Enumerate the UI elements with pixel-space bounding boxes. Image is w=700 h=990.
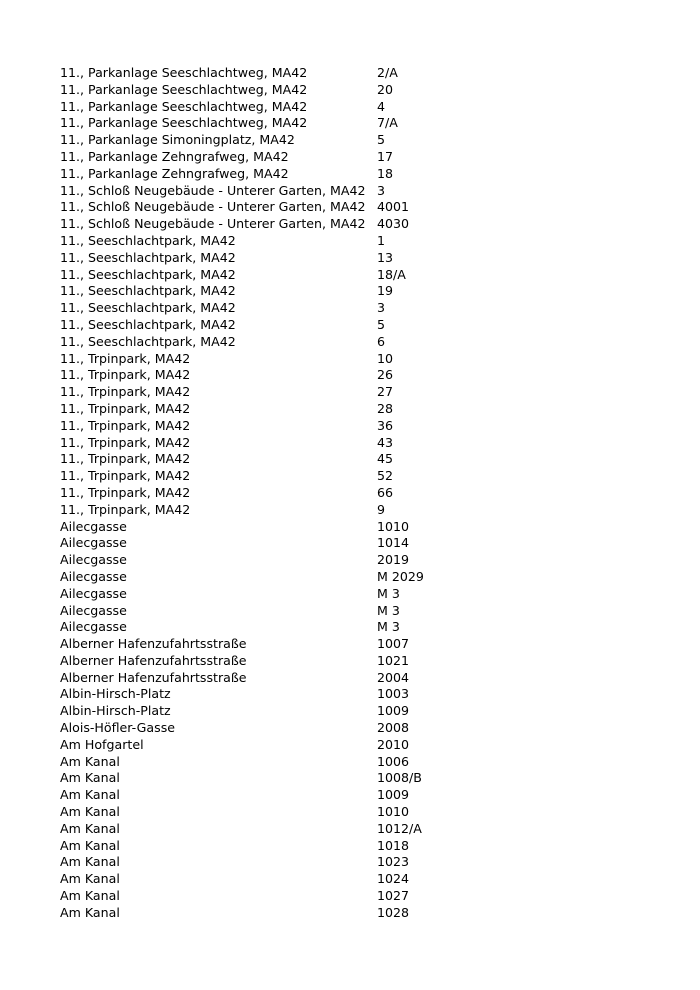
street-name: Ailecgasse (60, 568, 127, 584)
list-row (60, 552, 660, 569)
list-row (60, 199, 660, 216)
list-row (60, 183, 660, 200)
house-number: 1027 (377, 888, 410, 904)
list-row (60, 636, 660, 653)
house-number: 2019 (377, 552, 410, 568)
list-row (60, 770, 660, 787)
list-row (60, 821, 660, 838)
list-row (60, 367, 660, 384)
list-row (60, 82, 660, 99)
street-name: 11., Seeschlachtpark, MA42 (60, 232, 236, 248)
house-number: 19 (377, 283, 394, 299)
house-number: 2008 (377, 720, 410, 736)
street-name: 11., Seeschlachtpark, MA42 (60, 300, 236, 316)
list-row (60, 502, 660, 519)
street-name: 11., Parkanlage Seeschlachtweg, MA42 (60, 81, 308, 97)
street-name: 11., Schloß Neugebäude - Unterer Garten, MA42 (60, 199, 366, 215)
house-number: 1023 (377, 854, 410, 870)
street-name: Am Kanal (60, 804, 120, 820)
house-number: 4030 (377, 216, 410, 232)
house-number: 1010 (377, 804, 410, 820)
list-row (60, 754, 660, 771)
list-row (60, 485, 660, 502)
house-number: 1007 (377, 636, 410, 652)
house-number: 9 (377, 501, 386, 517)
list-row (60, 569, 660, 586)
list-row (60, 804, 660, 821)
street-name: 11., Schloß Neugebäude - Unterer Garten, MA42 (60, 182, 366, 198)
street-name: Am Kanal (60, 904, 120, 920)
house-number: 1003 (377, 686, 410, 702)
list-row (60, 283, 660, 300)
list-row (60, 65, 660, 82)
house-number: 1018 (377, 837, 410, 853)
house-number: 6 (377, 333, 386, 349)
list-row (60, 166, 660, 183)
list-row (60, 787, 660, 804)
house-number: 43 (377, 434, 394, 450)
house-number: 1006 (377, 753, 410, 769)
address-list (60, 65, 660, 922)
street-name: Am Kanal (60, 820, 120, 836)
street-name: 11., Trpinpark, MA42 (60, 384, 191, 400)
house-number: 1009 (377, 703, 410, 719)
house-number: 2/A (377, 65, 398, 80)
list-row (60, 888, 660, 905)
house-number: 27 (377, 384, 394, 400)
street-name: 11., Parkanlage Zehngrafweg, MA42 (60, 148, 289, 164)
list-row (60, 838, 660, 855)
list-row (60, 99, 660, 116)
house-number: 66 (377, 484, 394, 500)
street-name: 11., Parkanlage Seeschlachtweg, MA42 (60, 98, 308, 114)
house-number: 10 (377, 350, 394, 366)
street-name: Alberner Hafenzufahrtsstraße (60, 652, 247, 668)
street-name: Am Kanal (60, 888, 120, 904)
house-number: 26 (377, 367, 394, 383)
list-row (60, 451, 660, 468)
house-number: 1 (377, 232, 386, 248)
list-row (60, 686, 660, 703)
house-number: 2004 (377, 669, 410, 685)
list-row (60, 535, 660, 552)
list-row (60, 871, 660, 888)
list-row (60, 267, 660, 284)
street-name: Am Kanal (60, 871, 120, 887)
list-row (60, 854, 660, 871)
house-number: 5 (377, 316, 386, 332)
house-number: 3 (377, 182, 386, 198)
street-name: 11., Trpinpark, MA42 (60, 350, 191, 366)
house-number: 4 (377, 98, 386, 114)
house-number: 4001 (377, 199, 410, 215)
street-name: 11., Seeschlachtpark, MA42 (60, 283, 236, 299)
house-number: 20 (377, 81, 394, 97)
street-name: 11., Trpinpark, MA42 (60, 451, 191, 467)
list-row (60, 905, 660, 922)
street-name: 11., Schloß Neugebäude - Unterer Garten, MA42 (60, 216, 366, 232)
list-row (60, 216, 660, 233)
street-name: 11., Seeschlachtpark, MA42 (60, 249, 236, 265)
house-number: 28 (377, 400, 394, 416)
list-row (60, 250, 660, 267)
house-number: 1010 (377, 518, 410, 534)
house-number: M 3 (377, 619, 400, 635)
street-name: Am Kanal (60, 753, 120, 769)
street-name: 11., Seeschlachtpark, MA42 (60, 266, 236, 282)
house-number: 2010 (377, 736, 410, 752)
street-name: 11., Trpinpark, MA42 (60, 400, 191, 416)
street-name: Am Kanal (60, 770, 120, 786)
street-name: 11., Trpinpark, MA42 (60, 501, 191, 517)
street-name: 11., Seeschlachtpark, MA42 (60, 333, 236, 349)
list-row (60, 300, 660, 317)
list-row (60, 149, 660, 166)
list-row (60, 401, 660, 418)
street-name: Ailecgasse (60, 585, 127, 601)
house-number: M 3 (377, 585, 400, 601)
list-row (60, 115, 660, 132)
house-number: 1014 (377, 535, 410, 551)
house-number: 36 (377, 417, 394, 433)
street-name: 11., Parkanlage Seeschlachtweg, MA42 (60, 65, 308, 80)
street-name: Am Kanal (60, 787, 120, 803)
street-name: Alberner Hafenzufahrtsstraße (60, 669, 247, 685)
street-name: Ailecgasse (60, 602, 127, 618)
street-name: Ailecgasse (60, 552, 127, 568)
street-name: 11., Trpinpark, MA42 (60, 434, 191, 450)
house-number: 1021 (377, 652, 410, 668)
list-row (60, 384, 660, 401)
house-number: 45 (377, 451, 394, 467)
list-row (60, 519, 660, 536)
house-number: 1008/B (377, 770, 422, 786)
list-row (60, 703, 660, 720)
house-number: 13 (377, 249, 394, 265)
list-row (60, 468, 660, 485)
street-name: 11., Trpinpark, MA42 (60, 484, 191, 500)
house-number: 1024 (377, 871, 410, 887)
house-number: M 2029 (377, 568, 424, 584)
street-name: Am Kanal (60, 854, 120, 870)
street-name: Am Kanal (60, 837, 120, 853)
list-row (60, 653, 660, 670)
list-row (60, 317, 660, 334)
street-name: 11., Parkanlage Zehngrafweg, MA42 (60, 165, 289, 181)
house-number: 17 (377, 148, 394, 164)
street-name: 11., Trpinpark, MA42 (60, 367, 191, 383)
list-row (60, 435, 660, 452)
street-name: 11., Seeschlachtpark, MA42 (60, 316, 236, 332)
list-row (60, 418, 660, 435)
house-number: M 3 (377, 602, 400, 618)
list-row (60, 670, 660, 687)
list-row (60, 586, 660, 603)
street-name: Am Hofgartel (60, 736, 144, 752)
list-row (60, 737, 660, 754)
house-number: 7/A (377, 115, 398, 131)
street-name: 11., Parkanlage Seeschlachtweg, MA42 (60, 115, 308, 131)
house-number: 3 (377, 300, 386, 316)
street-name: 11., Parkanlage Simoningplatz, MA42 (60, 132, 295, 148)
street-name: Ailecgasse (60, 619, 127, 635)
list-row (60, 334, 660, 351)
list-row (60, 603, 660, 620)
street-name: Alois-Höfler-Gasse (60, 720, 176, 736)
house-number: 18 (377, 165, 394, 181)
house-number: 18/A (377, 266, 406, 282)
house-number: 1028 (377, 904, 410, 920)
list-row (60, 351, 660, 368)
street-name: Albin-Hirsch-Platz (60, 703, 171, 719)
house-number: 1009 (377, 787, 410, 803)
house-number: 5 (377, 132, 386, 148)
list-row (60, 720, 660, 737)
house-number: 52 (377, 468, 394, 484)
street-name: 11., Trpinpark, MA42 (60, 468, 191, 484)
street-name: Ailecgasse (60, 518, 127, 534)
list-row (60, 619, 660, 636)
list-row (60, 132, 660, 149)
street-name: Albin-Hirsch-Platz (60, 686, 171, 702)
list-row (60, 233, 660, 250)
street-name: Ailecgasse (60, 535, 127, 551)
street-name: Alberner Hafenzufahrtsstraße (60, 636, 247, 652)
street-name: 11., Trpinpark, MA42 (60, 417, 191, 433)
house-number: 1012/A (377, 820, 422, 836)
